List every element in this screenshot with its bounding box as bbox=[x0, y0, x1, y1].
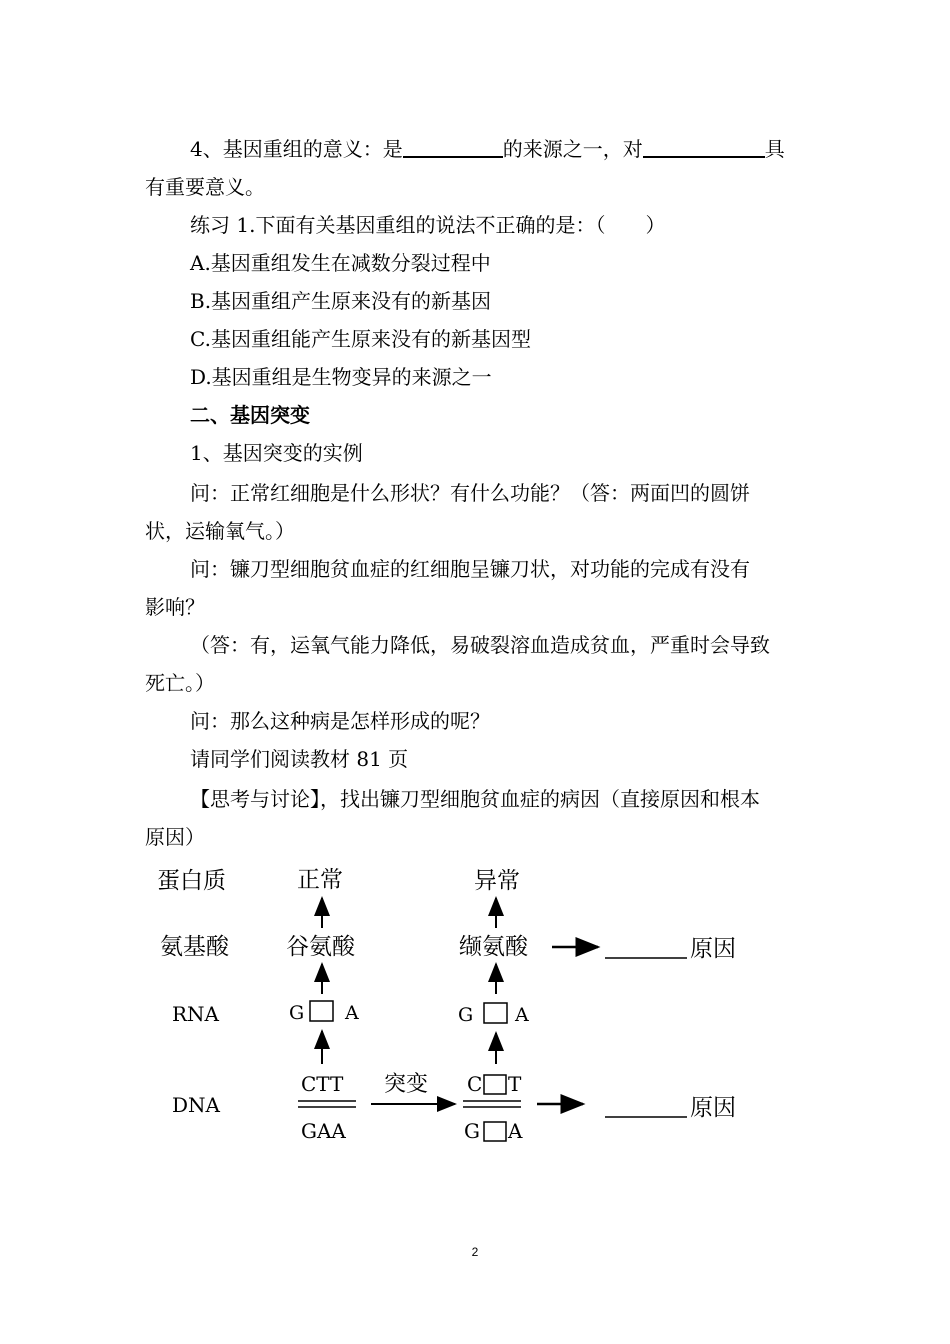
mutation-label: 突变 bbox=[384, 1072, 429, 1097]
option-d: D.基因重组是生物变异的来源之一 bbox=[190, 365, 492, 389]
exercise-question: 练习 1.下面有关基因重组的说法不正确的是：（ ） bbox=[190, 213, 666, 237]
option-c: C.基因重组能产生原来没有的新基因型 bbox=[190, 327, 531, 351]
normal-rna-box[interactable] bbox=[310, 1001, 333, 1021]
mutant-dna-bottom-right: A bbox=[508, 1119, 523, 1143]
subsection-heading: 1、基因突变的实例 bbox=[190, 441, 363, 465]
label-rna: RNA bbox=[172, 1002, 220, 1026]
mutant-dna-top-left: C bbox=[467, 1072, 483, 1096]
question-1-line-2: 状，运输氧气。） bbox=[145, 519, 295, 543]
normal-protein: 正常 bbox=[297, 867, 343, 893]
mutant-dna-top-right: T bbox=[508, 1072, 522, 1096]
normal-dna-bottom: GAA bbox=[301, 1119, 346, 1143]
label-amino-acid: 氨基酸 bbox=[160, 934, 229, 960]
option-a: A.基因重组发生在减数分裂过程中 bbox=[190, 251, 491, 275]
label-dna: DNA bbox=[172, 1093, 220, 1117]
section-heading: 二、基因突变 bbox=[190, 403, 310, 427]
normal-amino-acid: 谷氨酸 bbox=[286, 934, 355, 960]
mutant-rna-box[interactable] bbox=[484, 1003, 507, 1023]
answer-2-line-2: 死亡。） bbox=[145, 671, 215, 695]
mutant-dna-top-box[interactable] bbox=[484, 1075, 506, 1094]
option-b: B.基因重组产生原来没有的新基因 bbox=[190, 289, 492, 313]
mutant-rna-left: G bbox=[458, 1004, 474, 1026]
p4-continuation: 有重要意义。 bbox=[145, 175, 265, 199]
question-1-line-1: 问：正常红细胞是什么形状？有什么功能？（答：两面凹的圆饼 bbox=[190, 481, 750, 505]
mutant-protein: 异常 bbox=[474, 868, 520, 894]
think-discuss-line-2: 原因） bbox=[145, 825, 205, 849]
root-cause-label: 原因 bbox=[690, 1095, 736, 1121]
mutant-dna-bottom-left: G bbox=[464, 1119, 480, 1143]
question-3: 问：那么这种病是怎样形成的呢？ bbox=[190, 709, 490, 733]
mutant-rna-right: A bbox=[515, 1004, 529, 1026]
p4-text-3: 具 bbox=[764, 137, 785, 161]
label-protein: 蛋白质 bbox=[157, 868, 226, 894]
think-discuss-line-1: 【思考与讨论】，找出镰刀型细胞贫血症的病因（直接原因和根本 bbox=[190, 787, 760, 811]
question-2-line-2: 影响？ bbox=[145, 595, 205, 619]
normal-rna-left: G bbox=[289, 1002, 305, 1024]
p4-text-2: 的来源之一，对 bbox=[502, 137, 643, 161]
reading-instruction: 请同学们阅读教材 81 页 bbox=[190, 747, 409, 771]
answer-2-line-1: （答：有，运氧气能力降低，易破裂溶血造成贫血，严重时会导致 bbox=[190, 633, 770, 657]
p4-text-1: 4、基因重组的意义：是 bbox=[190, 137, 403, 161]
page-number: 2 bbox=[471, 1245, 479, 1259]
mutant-amino-acid: 缬氨酸 bbox=[459, 934, 528, 960]
direct-cause-label: 原因 bbox=[690, 936, 736, 962]
mutant-dna-bottom-box[interactable] bbox=[484, 1122, 506, 1141]
question-2-line-1: 问：镰刀型细胞贫血症的红细胞呈镰刀状，对功能的完成有没有 bbox=[190, 557, 750, 581]
normal-dna-top: CTT bbox=[301, 1072, 344, 1096]
normal-rna-right: A bbox=[345, 1002, 359, 1024]
